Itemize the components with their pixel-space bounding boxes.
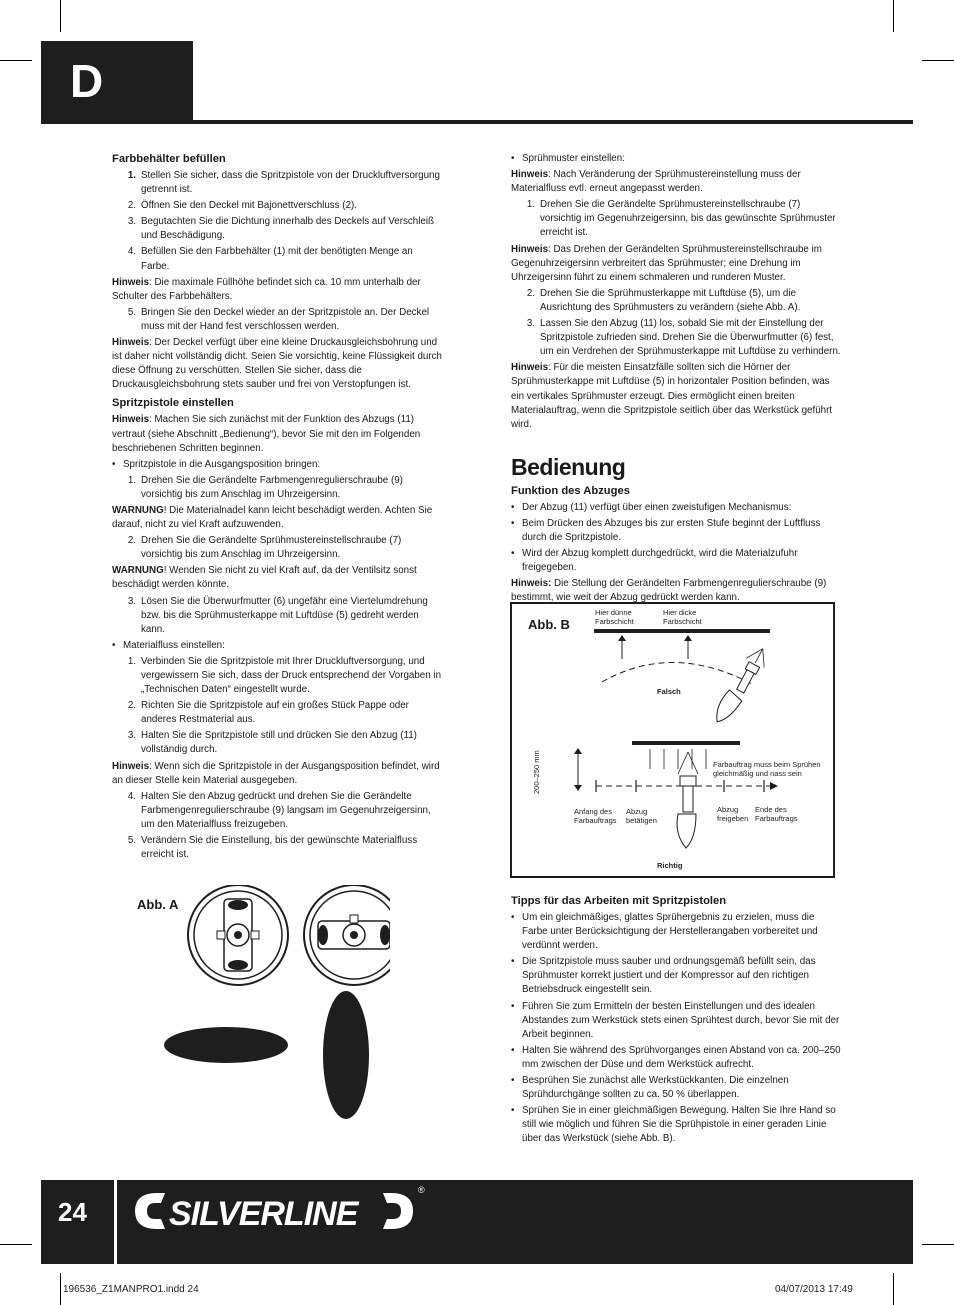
release-trigger-label: Abzug freigeben — [717, 805, 749, 823]
start-label: Anfang des Farbauftrags — [574, 807, 617, 825]
note-paragraph: Hinweis: Machen Sie sich zunächst mit der Funktion des Abzugs (11) vertraut (siehe Abschnitt „Bedienung“), bevor Sie mit den im Folgenden beschriebenen Schritten beginnen. — [112, 414, 421, 454]
bullet-item: • Spritzpistole in die Ausgangsposition bringen: — [112, 458, 321, 470]
list-item: 3. Lösen Sie die Überwurfmutter (6) ungefähr eine Viertelumdrehung bzw. bis die Sprühmusterkappe mit Luftdüse (5) gedreht werden kann. — [127, 595, 428, 635]
figure-b — [510, 602, 835, 878]
tips-section — [511, 894, 841, 1149]
heading-adjust: Spritzpistole einstellen — [112, 397, 234, 410]
wrong-label: Falsch — [657, 687, 681, 696]
list-item: 2. Öffnen Sie den Deckel mit Bajonettverschluss (2). — [127, 200, 357, 212]
note-paragraph: Hinweis: Wenn sich die Spritzpistole in der Ausgangsposition befindet, wird an dieser Stelle kein Material ausgegeben. — [112, 760, 440, 786]
svg-text:SILVERLINE: SILVERLINE — [169, 1195, 358, 1233]
list-item: 3. Begutachten Sie die Dichtung innerhalb des Deckels auf Verschleiß und Beschädigung. — [127, 216, 434, 242]
note-paragraph: Hinweis: Für die meisten Einsatzfälle sollten sich die Hörner der Sprühmusterkappe mit Luftdüse (5) in horizontaler Position befinden, was ein vertikales Sprühmuster erzeugt. Dies ermöglicht einen breiten Materialauftrag, wenn die Spritzpistole seitlich über das Werkstück geführt wird. — [511, 362, 833, 430]
section-letter: D — [70, 55, 104, 107]
press-trigger-label: Abzug betätigen — [626, 807, 657, 825]
nozzle-horizontal-illustration — [188, 885, 288, 985]
section-title: Bedienung — [511, 453, 626, 480]
left-column — [112, 152, 442, 864]
bullet-item: • Beim Drücken des Abzuges bis zur ersten Stufe beginnt der Luftfluss durch die Spritzpistole. — [511, 517, 821, 543]
heading-trigger: Funktion des Abzuges — [511, 484, 630, 497]
list-item: 4. Befüllen Sie den Farbbehälter (1) mit der benötigten Menge an Farbe. — [127, 246, 413, 272]
bullet-item: • Materialfluss einstellen: — [112, 639, 225, 651]
list-item: 3. Halten Sie die Spritzpistole still und drücken Sie den Abzug (11) vollständig durch. — [127, 730, 417, 756]
list-item: 5. Verändern Sie die Einstellung, bis der gewünschte Materialfluss erreicht ist. — [127, 835, 418, 861]
crop-mark — [0, 60, 32, 61]
thin-layer-label: Hier dünne Farbschicht — [595, 608, 634, 626]
thick-layer-label: Hier dicke Farbschicht — [663, 608, 702, 626]
list-item: 1. Drehen Sie die Gerändelte Sprühmustereinstellschraube (7) vorsichtig im Gegenuhrzeigersinn, bis das gewünschte Sprühmuster erreicht ist. — [526, 199, 836, 239]
list-item: 4. Halten Sie den Abzug gedrückt und drehen Sie die Gerändelte Farbmengenregulierschraube (9) langsam im Gegenuhrzeigersinn, um den Materialfluss freizugeben. — [127, 790, 431, 830]
bullet-item: • Die Spritzpistole muss sauber und ordnungsgemäß befüllt sein, das Sprühmuster korrekt justiert und der Kompressor auf den richtigen Betriebsdruck eingestellt sein. — [511, 956, 816, 996]
header-rule — [41, 120, 913, 124]
bullet-item: • Besprühen Sie zunächst alle Werkstückkanten. Die einzelnen Sprühdurchgänge sollten zu ca. 50 % überlappen. — [511, 1075, 789, 1101]
registered-mark: ® — [418, 1185, 425, 1195]
horizontal-spray-pattern — [164, 1027, 288, 1063]
even-coat-label: Farbauftrag muss beim Sprühen gleichmäßig und nass sein — [713, 760, 821, 778]
right-column — [511, 152, 841, 607]
crop-mark — [0, 1244, 32, 1245]
footer-divider — [114, 1180, 117, 1264]
note-paragraph: Hinweis: Die Stellung der Gerändelten Farbmengenregulierschraube (9) bestimmt, wie weit der Abzug gedrückt werden kann. — [511, 578, 827, 604]
page-number: 24 — [58, 1197, 87, 1227]
crop-mark — [922, 60, 954, 61]
list-item: 2. Drehen Sie die Gerändelte Sprühmustereinstellschraube (7) vorsichtig bis zum Anschlag im Uhrzeigersinn. — [127, 535, 402, 561]
list-item: 2. Drehen Sie die Sprühmusterkappe mit Luftdüse (5), um die Ausrichtung des Sprühmusters zu verändern (siehe Abb. A). — [526, 287, 801, 313]
figure-a-label: Abb. A — [137, 897, 179, 912]
heading-tips: Tipps für das Arbeiten mit Spritzpistolen — [511, 895, 727, 907]
date-slug: 04/07/2013 17:49 — [775, 1284, 853, 1295]
bullet-item: • Halten Sie während des Sprühvorganges einen Abstand von ca. 200–250 mm zwischen der Düse und dem Werkstück aufrecht. — [511, 1044, 841, 1070]
figure-b-label: Abb. B — [528, 617, 570, 632]
list-item: 1. Verbinden Sie die Spritzpistole mit Ihrer Druckluftversorgung, und vergewissern Sie sich, dass der Druck entsprechend der Vorgaben in „Technischen Daten“ eingestellt wurde. — [127, 655, 442, 696]
right-label: Richtig — [657, 861, 683, 870]
list-item: 3. Lassen Sie den Abzug (11) los, sobald Sie mit der Einstellung der Spritzpistole zufrieden sind. Drehen Sie die Überwurfmutter (6) fest, um ein Verdrehen der Sprühmusterkappe mit Luftdüse zu verhindern. — [526, 318, 841, 358]
crop-mark — [893, 0, 894, 32]
crop-mark — [60, 1273, 61, 1305]
file-slug: 196536_Z1MANPRO1.indd 24 — [63, 1284, 199, 1295]
list-item: 5. Bringen Sie den Deckel wieder an der Spritzpistole an. Der Deckel muss mit der Hand fest verschlossen werden. — [127, 306, 430, 332]
bullet-item: • Der Abzug (11) verfügt über einen zweistufigen Mechanismus: — [511, 501, 792, 513]
note-paragraph: Hinweis: Die maximale Füllhöhe befindet sich ca. 10 mm unterhalb der Schulter des Farbbehälters. — [112, 276, 421, 302]
note-paragraph: Hinweis: Nach Veränderung der Sprühmustereinstellung muss der Materialfluss evtl. erneut angepasst werden. — [511, 169, 801, 195]
crop-mark — [922, 1244, 954, 1245]
figure-b-illustration — [512, 604, 833, 876]
list-item: 1. Stellen Sie sicher, dass die Spritzpistole von der Druckluftversorgung getrennt ist. — [127, 170, 440, 196]
nozzle-vertical-illustration — [304, 885, 390, 985]
silverline-logo — [131, 1187, 421, 1237]
list-item: 2. Richten Sie die Spritzpistole auf ein großes Stück Pappe oder anderes Restmaterial aus. — [127, 700, 409, 726]
bullet-item: • Führen Sie zum Ermitteln der besten Einstellungen und des idealen Abstandes zum Werkstück stets einen Sprühtest durch, bevor Sie mit der Arbeit beginnen. — [511, 1000, 840, 1040]
crop-mark — [60, 0, 61, 32]
list-item: 1. Drehen Sie die Gerändelte Farbmengenregulierschraube (9) vorsichtig bis zum Anschlag im Uhrzeigersinn. — [127, 474, 403, 500]
bullet-item: • Sprühen Sie in einer gleichmäßigen Bewegung. Halten Sie Ihre Hand so still wie möglich und führen Sie die Sprühpistole in einer geraden Linie über das Werkstück (siehe Abb. B). — [511, 1105, 836, 1145]
warning-paragraph: WARNUNG! Die Materialnadel kann leicht beschädigt werden. Achten Sie darauf, nicht zu viel Kraft aufzuwenden. — [112, 504, 433, 531]
note-paragraph: Hinweis: Das Drehen der Gerändelten Sprühmustereinstellschraube im Gegenuhrzeigersinn verbreitert das Sprühmuster; eine Drehung im Uhrzeigersinn führt zu einem schmaleren und runderen Muster. — [511, 243, 822, 283]
end-label: Ende des Farbauftrags — [755, 805, 798, 823]
heading-fill: Farbbehälter befüllen — [112, 153, 226, 165]
distance-label: 200–250 mm — [532, 750, 541, 794]
warning-paragraph: WARNUNG! Wenden Sie nicht zu viel Kraft auf, da der Ventilsitz sonst beschädigt werden könnte. — [112, 565, 417, 591]
note-paragraph: Hinweis: Der Deckel verfügt über eine kleine Druckausgleichsbohrung und ist daher nicht vollständig dicht. Seien Sie vorsichtig, keine Flüssigkeit durch diese Öffnung zu verschütten. Stellen Sie sicher, dass die Druckausgleichsbohrung stets sauber und frei von Verstopfungen ist. — [112, 337, 442, 391]
section-tab — [41, 41, 193, 123]
figure-a-illustration — [150, 885, 390, 1125]
bullet-item: • Wird der Abzug komplett durchgedrückt, wird die Materialzufuhr freigegeben. — [511, 548, 798, 574]
crop-mark — [893, 1273, 894, 1305]
vertical-spray-pattern — [323, 991, 369, 1119]
bullet-item: • Sprühmuster einstellen: — [511, 153, 625, 164]
bullet-item: • Um ein gleichmäßiges, glattes Sprühergebnis zu erzielen, muss die Farbe unter Berücksichtigung der Herstellerangaben vorbereitet und verdünnt werden. — [511, 912, 818, 952]
